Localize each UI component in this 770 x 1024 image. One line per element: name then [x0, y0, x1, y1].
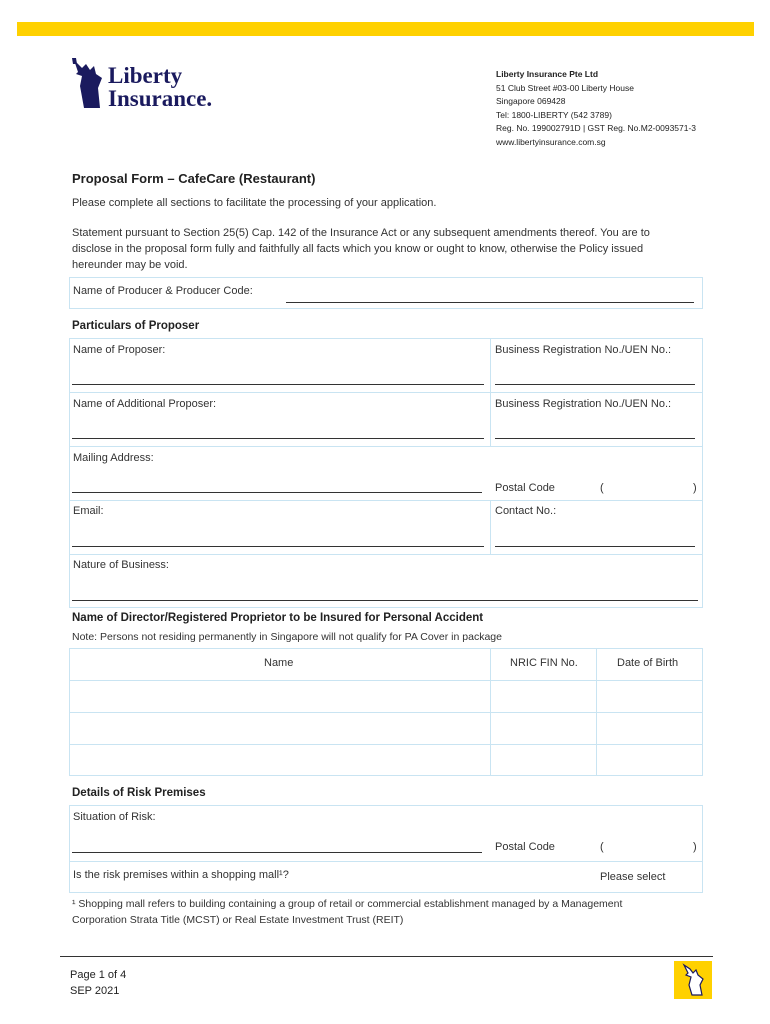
postal-code-label: Postal Code — [495, 482, 555, 494]
additional-proposer-field[interactable] — [72, 438, 484, 439]
address-web[interactable]: www.libertyinsurance.com.sg — [496, 136, 606, 147]
proposer-row-line-1 — [69, 392, 703, 393]
intro-text: Please complete all sections to facilitate the processing of your application. — [72, 197, 437, 209]
section-director-heading: Name of Director/Registered Proprietor to be Insured for Personal Accident — [72, 612, 484, 624]
risk-postal-label: Postal Code — [495, 841, 555, 853]
contact-label: Contact No.: — [495, 505, 557, 517]
mall-question: Is the risk premises within a shopping mall¹? — [73, 869, 289, 881]
nature-of-business-label: Nature of Business: — [73, 559, 169, 571]
table-cell-name-1[interactable] — [70, 681, 489, 711]
statement-line-1: Statement pursuant to Section 25(5) Cap. 142 of the Insurance Act or any subsequent amendments thereof. You are to — [72, 227, 650, 239]
footnote-line-2: Corporation Strata Title (MCST) or Real Estate Investment Trust (REIT) — [72, 914, 404, 926]
footer-divider — [60, 956, 713, 957]
proposer-name-field[interactable] — [72, 384, 484, 385]
nature-of-business-field[interactable] — [72, 600, 698, 601]
producer-label: Name of Producer & Producer Code: — [73, 285, 253, 297]
brn-field[interactable] — [495, 384, 695, 385]
liberty-badge — [674, 961, 712, 999]
mailing-address-field[interactable] — [72, 492, 482, 493]
address-reg: Reg. No. 199002791D | GST Reg. No.M2-0093571-3 — [496, 123, 697, 133]
address-city: Singapore 069428 — [496, 96, 566, 106]
mall-select[interactable]: Please select — [600, 871, 666, 883]
risk-row-line — [69, 861, 703, 862]
logo-wordmark: Liberty Insurance. — [108, 63, 213, 111]
liberty-logo — [68, 58, 218, 110]
brn-label: Business Registration No./UEN No.: — [495, 344, 672, 356]
risk-postal-field[interactable] — [610, 839, 692, 855]
postal-paren-close: ) — [693, 482, 697, 494]
situation-field[interactable] — [72, 852, 482, 853]
company-name: Liberty Insurance Pte Ltd — [496, 69, 599, 79]
statement-line-3: hereunder may be void. — [72, 259, 188, 271]
producer-field[interactable] — [286, 302, 694, 303]
email-label: Email: — [73, 505, 104, 517]
brn2-label: Business Registration No./UEN No.: — [495, 398, 672, 410]
table-cell-name-2[interactable] — [70, 713, 489, 743]
table-cell-name-3[interactable] — [70, 745, 489, 775]
risk-paren-open: ( — [600, 841, 604, 853]
col-header-nric: NRIC FIN No. — [510, 657, 578, 669]
col-header-name: Name — [264, 657, 294, 669]
top-yellow-bar — [17, 22, 754, 36]
page-number — [70, 967, 126, 999]
brn2-field[interactable] — [495, 438, 695, 439]
proposer-row-line-4 — [69, 554, 703, 555]
section-proposer-heading: Particulars of Proposer — [72, 320, 200, 332]
statue-of-liberty-icon — [674, 961, 712, 999]
proposer-name-label: Name of Proposer: — [73, 344, 166, 356]
postal-code-field[interactable] — [610, 480, 692, 496]
page-title: Proposal Form – CafeCare (Restaurant) — [72, 171, 316, 186]
address-tel: Tel: 1800-LIBERTY (542 3789) — [496, 109, 612, 120]
email-field[interactable] — [72, 546, 484, 547]
additional-proposer-label: Name of Additional Proposer: — [73, 398, 217, 410]
mailing-address-label: Mailing Address: — [73, 452, 154, 464]
section-risk-heading: Details of Risk Premises — [72, 787, 206, 799]
proposer-row-line-3 — [69, 500, 703, 501]
address-street: 51 Club Street #03-00 Liberty House — [496, 82, 634, 93]
company-address — [496, 68, 696, 149]
statement-line-2: disclose in the proposal form fully and faithfully all facts which you know or ought to know, otherwise the Policy issued — [72, 243, 644, 255]
director-note: Note: Persons not residing permanently in Singapore will not qualify for PA Cover in package — [72, 631, 502, 643]
postal-paren-open: ( — [600, 482, 604, 494]
footnote-line-1: ¹ Shopping mall refers to building containing a group of retail or commercial establishment managed by a Management — [72, 898, 623, 910]
col-header-dob: Date of Birth — [617, 657, 679, 669]
proposer-row-line-2 — [69, 446, 703, 447]
form-date: SEP 2021 — [70, 985, 120, 997]
risk-paren-close: ) — [693, 841, 697, 853]
statue-of-liberty-icon — [68, 58, 108, 110]
proposer-divider-2 — [490, 500, 491, 554]
contact-field[interactable] — [495, 546, 695, 547]
situation-label: Situation of Risk: — [73, 811, 156, 823]
page-number-text: Page 1 of 4 — [70, 969, 127, 981]
